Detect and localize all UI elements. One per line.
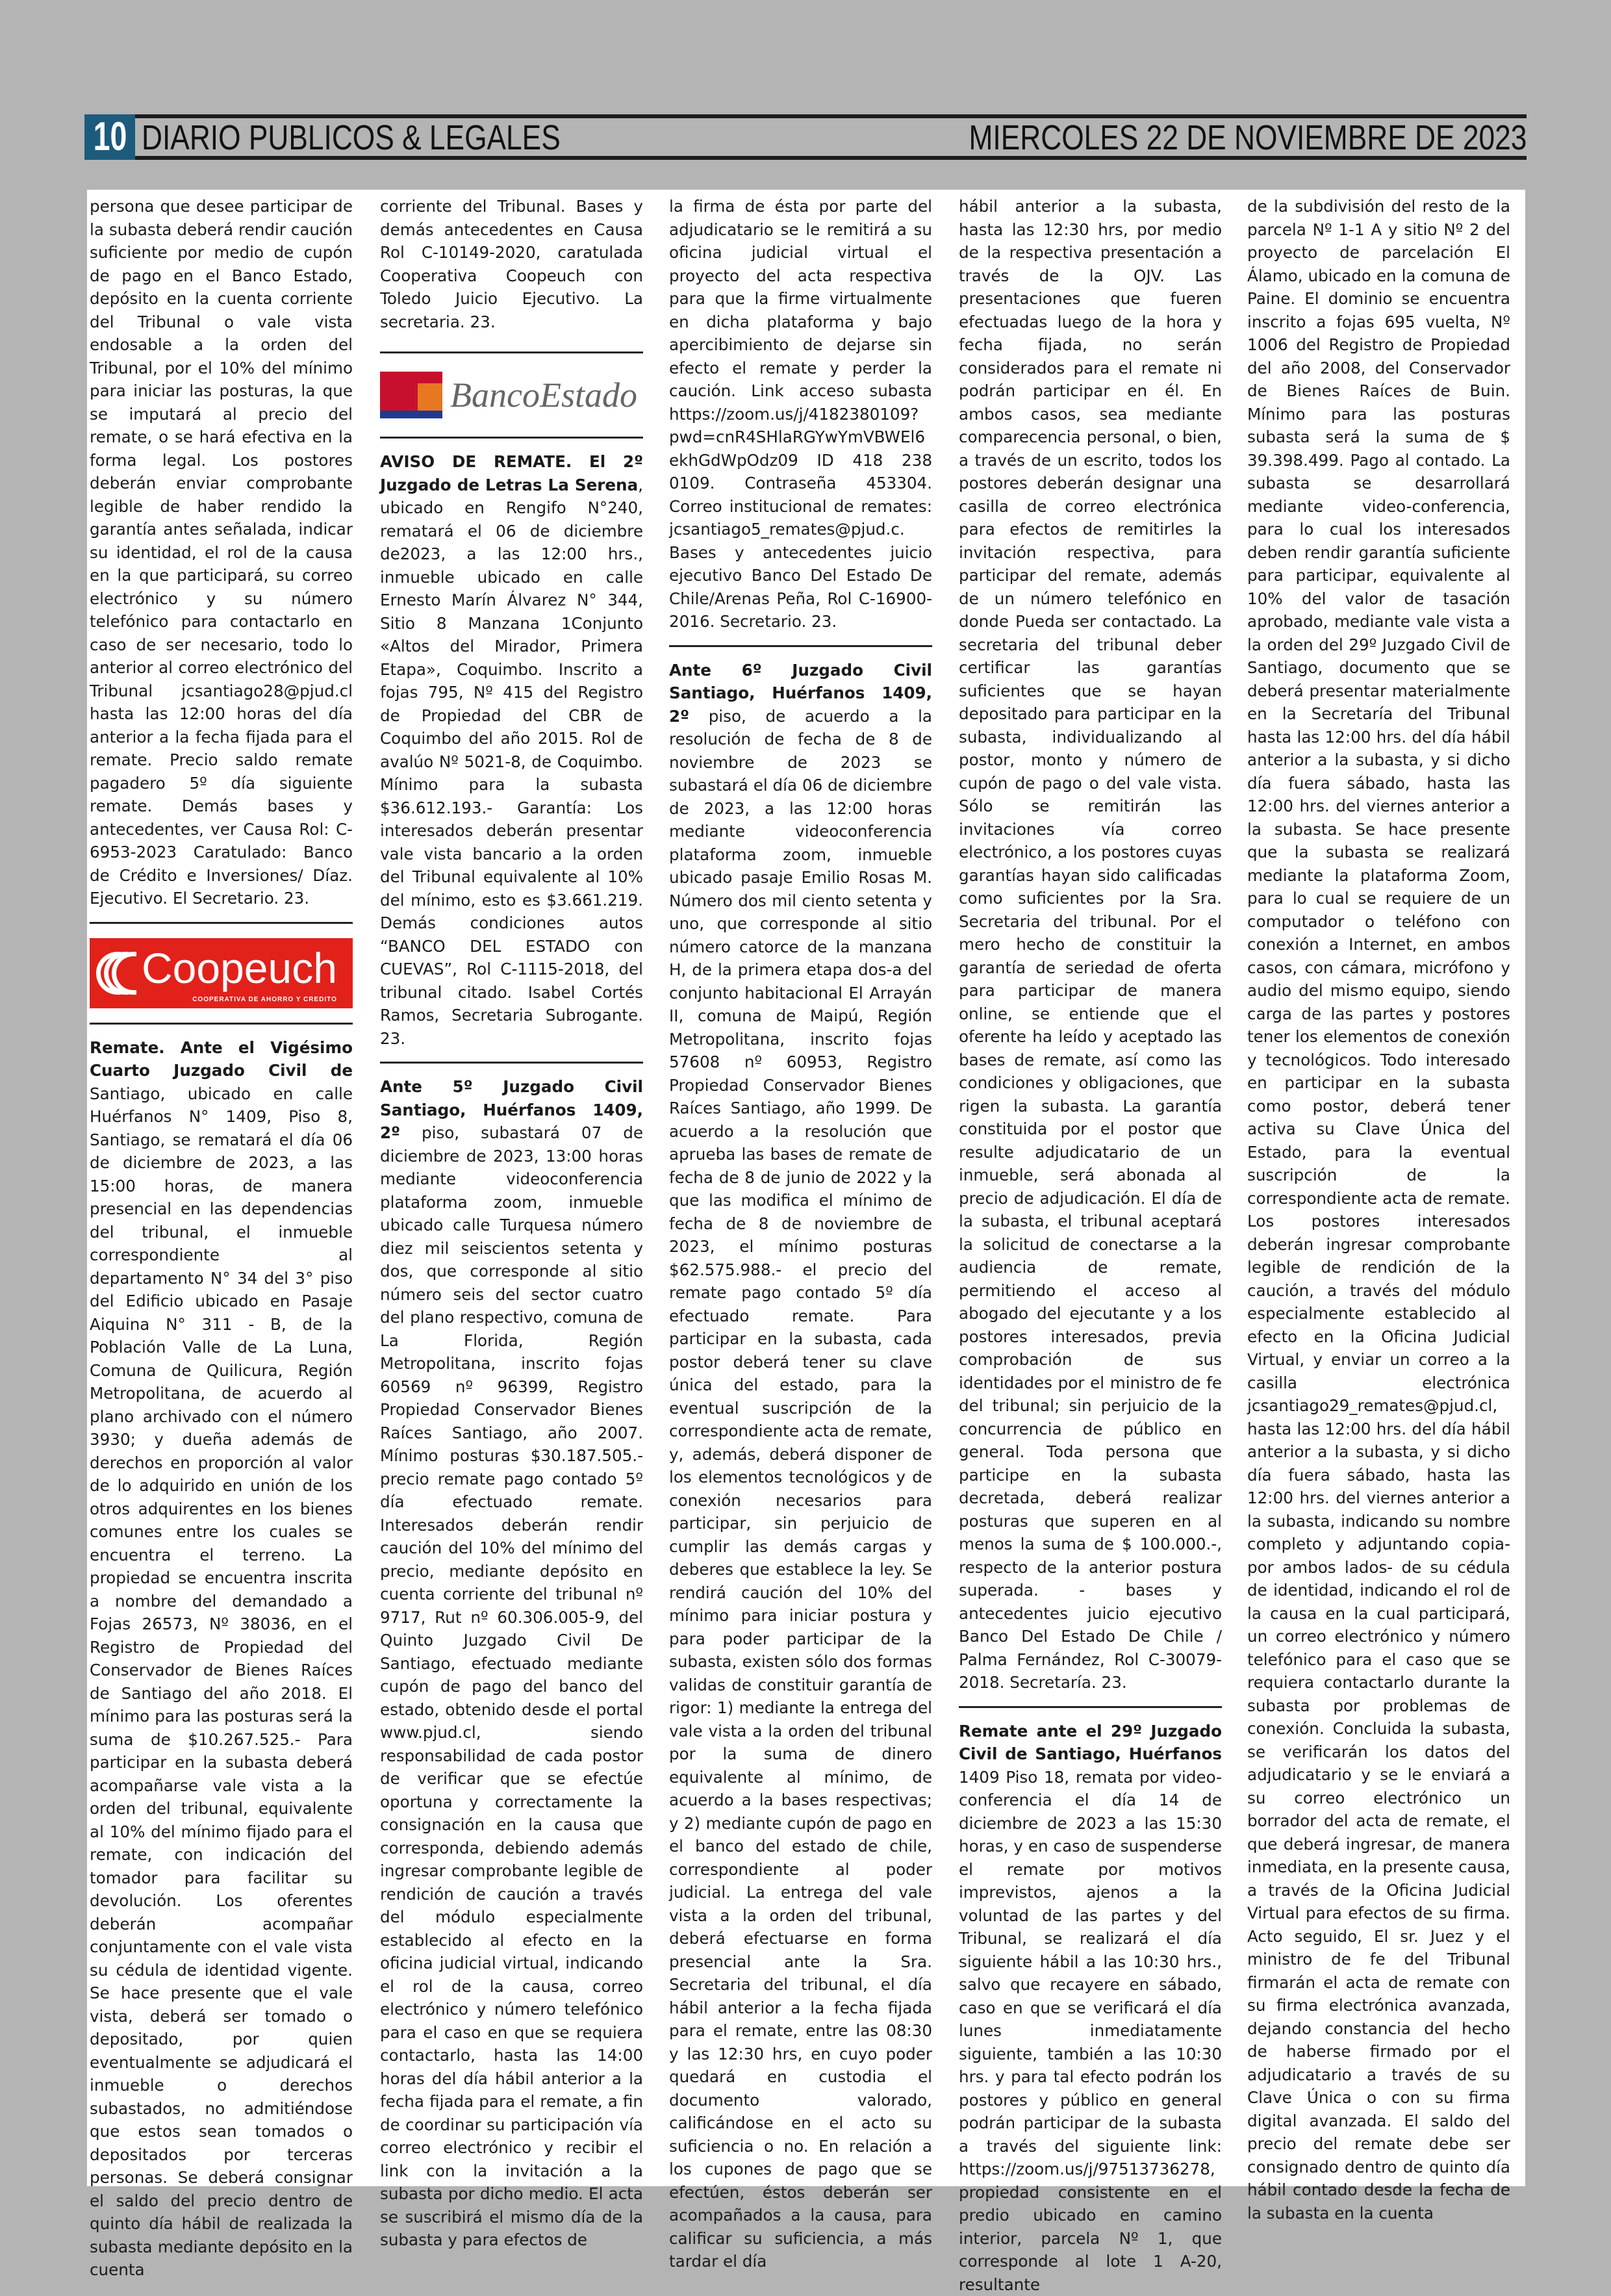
notice-continuation: la firma de ésta por parte del adjudicatario se le remitirá a su oficina judicial virtual el proyecto del acta respectiva para que la firme virtualmente en dicha plataforma y bajo apercibimiento de dejarse sin efecto el remate y perder la caución. Link acceso subasta https://zoom.us/j/4182380109?pwd=cnR4SHlaRGYwYmVBWEl6ekhGdWpOdz09 ID 418 238 0109. Contraseña 453304. Correo institucional de remates: jcsantiago5_remates@pjud.c. Bases y antecedentes juicio ejecutivo Banco Del Estado De Chile/Arenas Peña, Rol C-16900-2016. Secretario. 23. <box>669 195 932 633</box>
column-2 <box>380 195 643 2176</box>
divider <box>959 1706 1222 1708</box>
coopeuch-tagline: COOPERATIVA DE AHORRO Y CREDITO <box>142 996 337 1004</box>
divider <box>380 351 643 353</box>
divider <box>380 437 643 439</box>
notice-heading: Remate ante el 29º Juzgado Civil de Santiago, Huérfanos <box>959 1722 1222 1764</box>
bancoestado-logo <box>380 370 643 420</box>
bancoestado-mark-icon <box>380 372 442 418</box>
notice-remate-24-juzgado <box>90 1036 353 2282</box>
column-5 <box>1247 195 1510 2176</box>
notice-29-juzgado-civil <box>959 1720 1222 2296</box>
notice-6-juzgado-civil <box>669 659 932 2273</box>
notice-continuation: hábil anterior a la subasta, hasta las 12:30 hrs, por medio de la respectiva presentación a través de la OJV. Las presentaciones que fueren efectuadas luego de la hora y fecha fijada, no serán considerados para el remate ni podrán participar en él. En ambos casos, sea mediante comparecencia personal, o bien, a través de un escrito, todos los postores deberán designar una casilla de correo electrónica para efectos de remitirles la invitación respectiva, para participar del remate, además de un número telefónico en donde Pueda ser contactado. La secretaria del tribunal deber certificar las garantías suficientes que se hayan depositado para participar en la subasta, individualizando al postor, monto y número de cupón de pago o del vale vista. Sólo se remitirán las invitaciones vía correo electrónico, a los postores cuyas garantías hayan sido calificadas como suficientes por la Sra. Secretaria del tribunal. Por el mero hecho de constituir la garantía de seriedad de oferta para participar de manera online, se entiende que el oferente ha leído y aceptado las bases de remate, así como las condiciones y obligaciones, que rigen la subasta. La garantía constituida por el postor que resulte adjudicatario de un inmueble, será abonada al precio de adjudicación. El día de la subasta, el tribunal aceptará la solicitud de conectarse a la audiencia de remate, permitiendo el acceso al abogado del ejecutante y a los postores interesados, previa comprobación de sus identidades por el ministro de fe del tribunal; sin perjuicio de la concurrencia de público en general. Toda persona que participe en la subasta decretada, deberá realizar posturas que superen en al menos la suma de $ 100.000.-, respecto de la anterior postura superada. - bases y antecedentes juicio ejecutivo Banco Del Estado De Chile / Palma Fernández, Rol C-30079-2018. Secretaría. 23. <box>959 195 1222 1694</box>
notice-continuation: de la subdivisión del resto de la parcela Nº 1-1 A y sitio Nº 2 del proyecto de parcelación El Álamo, ubicado en la comuna de Paine. El dominio se encuentra inscrito a fojas 695 vuelta, Nº 1006 del Registro de Propiedad del año 2008, del Conservador de Bienes Raíces de Buin. Mínimo para las posturas subasta será la suma de $ 39.398.499. Pago al contado. La subasta se desarrollará mediante video-conferencia, para lo cual los interesados deben rendir garantía suficiente para participar, equivalente al 10% del valor de tasación aprobado, mediante vale vista a la orden del 29º Juzgado Civil de Santiago, documento que se deberá presentar materialmente en la Secretaría del Tribunal hasta las 12:00 hrs. del día hábil anterior a la subasta, y si dicho día fuera sábado, hasta las 12:00 hrs. del viernes anterior a la subasta. Se hace presente que la subasta se realizará mediante la plataforma Zoom, para lo cual se requiere de un computador o teléfono con conexión a Internet, en ambos casos, con cámara, micrófono y audio del mismo equipo, siendo carga de las partes y postores tener los elementos de conexión y tecnológicos. Todo interesado en participar en la subasta como postor, deberá tener activa su Clave Única del Estado, para la eventual suscripción de la correspondiente acta de remate. Los postores interesados deberán ingresar comprobante legible de rendición de la caución, a través del módulo especialmente establecido al efecto en la Oficina Judicial Virtual, y enviar un correo a la casilla electrónica jcsantiago29_remates@pjud.cl, hasta las 12:00 hrs. del día hábil anterior a la subasta, y si dicho día fuera sábado, hasta las 12:00 hrs. del viernes anterior a la subasta, indicando su nombre completo y adjuntando copia- por ambos lados- de su cédula de identidad, indicando el rol de la causa en la cual participará, un correo electrónico y número telefónico para el caso que se requiera contactarlo durante la subasta por problemas de conexión. Concluida la subasta, se verificarán los datos del adjudicatario y se le enviará a su correo electrónico un borrador del acta de remate, el que deberá ingresar, de manera inmediata, en la presente causa, a través de la Oficina Judicial Virtual para efectos de su firma. Acto seguido, El sr. Juez y el ministro de fe del Tribunal firmarán el acta de remate con su firma electrónica avanzada, dejando constancia del hecho de haberse firmado por el adjudicatario a través de su Clave Única o con su firma digital avanzada. El saldo del precio del remate debe ser consignado dentro de quinto día hábil contado desde la fecha de la subasta en la cuenta <box>1247 195 1510 2225</box>
divider <box>380 1062 643 1064</box>
divider <box>90 1023 353 1025</box>
notice-heading: Ante 6º Juzgado Civil Santiago, Huérfanos 1409, 2º <box>669 661 932 726</box>
notice-continuation: corriente del Tribunal. Bases y demás antecedentes en Causa Rol C-10149-2020, caratulada Cooperativa Coopeuch con Toledo Juicio Ejecutivo. La secretaria. 23. <box>380 195 643 333</box>
bancoestado-name: BancoEstado <box>450 376 637 415</box>
issue-date: MIERCOLES 22 DE NOVIEMBRE DE 2023 <box>969 118 1527 157</box>
notice-body: 1409 Piso 18, remata por video-conferencia el día 14 de diciembre de 2023 a las 15:30 horas, y en caso de suspenderse el remate por motivos imprevistos, ajenos a la voluntad de las partes y del Tribunal, se realizará el día siguiente hábil a las 10:30 hrs., salvo que recayere en sábado, caso en que se verificará el día lunes inmediatamente siguiente, también a las 10:30 hrs. y para tal efecto podrán los postores y público en general podrán participar de la subasta a través del siguiente link: https://zoom.us/j/97513736278, propiedad consistente en el predio ubicado en camino interior, parcela Nº 1, que corresponde al lote 1 A-20, resultante <box>959 1768 1222 2294</box>
notice-5-juzgado-civil <box>380 1075 643 2252</box>
notice-body: Santiago, ubicado en calle Huérfanos N° 1409, Piso 8, Santiago, se rematará el día 06 de diciembre de 2023, a las 15:00 horas, de manera presencial en las dependencias del tribunal, el inmueble correspondiente al departamento N° 34 del 3° piso del Edificio ubicado en Pasaje Aiquina N° 311 - B, de la Población Valle de La Luna, Comuna de Quilicura, Región Metropolitana, de acuerdo al plano archivado con el número 3930; y dueña además de derechos en proporción al valor de lo adquirido en unión de los otros adquirentes en los bienes comunes entre los cuales se encuentra el terreno. La propiedad se encuentra inscrita a nombre del demandado a Fojas 26573, Nº 38036, en el Registro de Propiedad del Conservador de Bienes Raíces de Santiago del año 2018. El mínimo para las posturas será la suma de $10.267.525.- Para participar en la subasta deberá acompañarse vale vista a la orden del tribunal, equivalente al 10% del mínimo fijado para el remate, con indicación del tomador para facilitar su devolución. Los oferentes deberán acompañar conjuntamente con el vale vista su cédula de identidad vigente. Se hace presente que el vale vista, deberá ser tomado o depositado, por quien eventualmente se adjudicará el inmueble o derechos subastados, no admitiéndose que estos sean tomados o depositados por terceras personas. Se deberá consignar el saldo del precio dentro de quinto día hábil de realizada la subasta mediante depósito en la cuenta <box>90 1084 353 2280</box>
notice-heading: Ante 5º Juzgado Civil Santiago, Huérfanos 1409, 2º <box>380 1077 643 1142</box>
notice-body: piso, de acuerdo a la resolución de fecha de 8 de noviembre de 2023 se subastará el día 06 de diciembre de 2023, a las 12:00 horas mediante videoconferencia plataforma zoom, inmueble ubicado pasaje Emilio Rosas M. Número dos mil ciento setenta y uno, que corresponde al sitio número catorce de la manzana H, de la primera etapa dos-a del conjunto habitacional El Arrayán II, comuna de Maipú, Región Metropolitana, inscrito fojas 57608 nº 60953, Registro Propiedad Conservador Bienes Raíces Santiago, año 1999. De acuerdo a la resolución que aprueba las bases de remate de fecha de 8 de junio de 2022 y la que las modifica el mínimo de fecha de 8 de noviembre de 2023, el mínimo posturas $62.575.988.- el precio del remate pago contado 5º día efectuado remate. Para participar en la subasta, cada postor deberá tener su clave única del estado, para la eventual suscripción de la correspondiente acta de remate, y, además, deberá disponer de los elementos tecnológicos y de conexión necesarios para participar, sin perjuicio de cumplir las demás cargas y deberes que establece la ley. Se rendirá caución del 10% del mínimo para iniciar postura y para poder participar de la subasta, existen sólo dos formas validas de constituir garantía de rigor: 1) mediante la entrega del vale vista a la orden del tribunal por la suma de dinero equivalente al mínimo, de acuerdo a la bases respectivas; y 2) mediante cupón de pago en el banco del estado de chile, correspondiente al poder judicial. La entrega del vale vista a la orden del tribunal, deberá efectuarse en forma presencial ante la Sra. Secretaria del tribunal, el día hábil anterior a la fecha fijada para el remate, entre las 08:30 y las 12:30 hrs, en cuyo poder quedará en custodia el documento valorado, calificándose en el acto su suficiencia o no. En relación a los cupones de pago que se efectúen, éstos deberán ser acompañados a la causa, para calificar su suficiencia, a más tardar el día <box>669 707 932 2271</box>
divider <box>669 645 932 647</box>
publication-title: DIARIO PUBLICOS & LEGALES <box>142 118 561 157</box>
notice-heading: AVISO DE REMATE. El 2º Juzgado de Letras La Serena <box>380 452 643 494</box>
notice-body: piso, subastará 07 de diciembre de 2023, 13:00 horas mediante videoconferencia plataforma zoom, inmueble ubicado calle Turquesa número diez mil seiscientos setenta y dos, que corresponde al sitio número seis del sector cuatro del plano respectivo, comuna de La Florida, Región Metropolitana, inscrito fojas 60569 nº 96399, Registro Propiedad Conservador Bienes Raíces Santiago, año 2007. Mínimo posturas $30.187.505.- precio remate pago contado 5º día efectuado remate. Interesados deberán rendir caución del 10% del mínimo del precio, mediante depósito en cuenta corriente del tribunal nº 9717, Rut nº 60.306.005-9, del Quinto Juzgado Civil De Santiago, efectuado mediante cupón de pago del banco del estado, obtenido desde el portal www.pjud.cl, siendo responsabilidad de cada postor de verificar que se efectúe oportuna y correctamente la consignación en la causa que corresponda, debiendo además ingresar comprobante legible de rendición de caución a través del módulo especialmente establecido al efecto en la oficina judicial virtual, indicando el rol de la causa, correo electrónico y número telefónico para el caso en que se requiera contactarlo, hasta las 14:00 horas del día hábil anterior a la fecha fijada para el remate, a fin de coordinar su participación vía correo electrónico y recibir el link con la invitación a la subasta por dicho medio. El acta se suscribirá el mismo día de la subasta y para efectos de <box>380 1123 643 2249</box>
column-1 <box>90 195 353 2176</box>
notice-aviso-remate-la-serena <box>380 450 643 1050</box>
page-number: 10 <box>84 114 135 160</box>
notice-continuation: persona que desee participar de la subasta deberá rendir caución suficiente por medio de cupón de pago en el Banco Estado, depósito en la cuenta corriente del Tribunal o vale vista endosable a la orden del Tribunal, por el 10% del mínimo para iniciar las posturas, la que se imputará al precio del remate, o se hará efectiva en la forma legal. Los postores deberán enviar comprobante legible de haber rendido la garantía antes señalada, indicar su identidad, el rol de la causa en la que participará, su correo electrónico y su número telefónico para contactarlo en caso de ser necesario, todo lo anterior al correo electrónico del Tribunal jcsantiago28@pjud.cl hasta las 12:00 horas del día anterior a la fecha fijada para el remate. Precio saldo remate pagadero 5º día siguiente remate. Demás bases y antecedentes, ver Causa Rol: C-6953-2023 Caratulado: Banco de Crédito e Inversiones/ Díaz. Ejecutivo. El Secretario. 23. <box>90 195 353 910</box>
coopeuch-logo <box>90 938 353 1008</box>
divider <box>90 922 353 924</box>
coopeuch-mark-icon <box>96 952 135 995</box>
column-4 <box>959 195 1222 2176</box>
column-3 <box>669 195 932 2176</box>
notice-body: , ubicado en Rengifo N°240, rematará el 06 de diciembre de2023, a las 12:00 hrs., inmueble ubicado en calle Ernesto Marín Álvarez N° 344, Sitio 8 Manzana 1Conjunto «Altos del Mirador, Primera Etapa», Coquimbo. Inscrito a fojas 795, Nº 415 del Registro de Propiedad del CBR de Coquimbo del año 2015. Rol de avalúo Nº 5021-8, de Coquimbo. Mínimo para la subasta $36.612.193.- Garantía: Los interesados deberán presentar vale vista bancario a la orden del Tribunal equivalente al 10% del mínimo, esto es $3.661.219. Demás condiciones autos “BANCO DEL ESTADO con CUEVAS”, Rol C-1115-2018, del tribunal citado. Isabel Cortés Ramos, Secretaria Subrogante. 23. <box>380 476 643 1048</box>
coopeuch-name: Coopeuch <box>142 943 337 993</box>
notice-heading: Remate. Ante el Vigésimo Cuarto Juzgado Civil de <box>90 1038 353 1080</box>
